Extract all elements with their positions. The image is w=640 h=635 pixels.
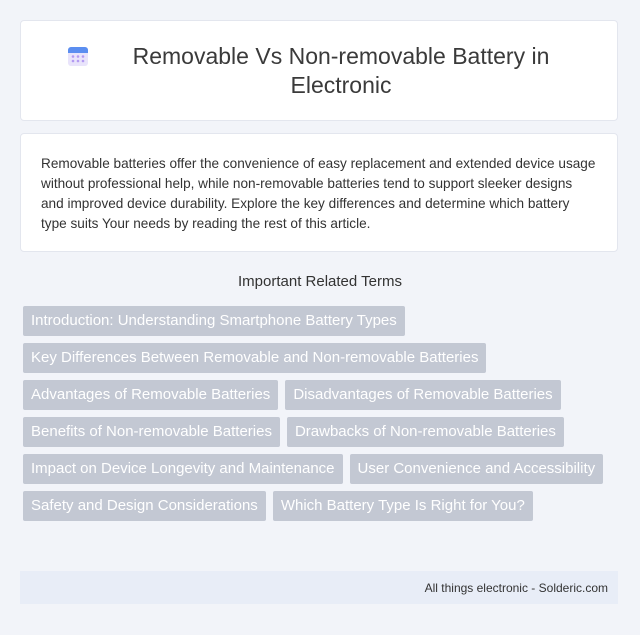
- related-term-tag[interactable]: User Convenience and Accessibility: [350, 454, 604, 484]
- title-card: [20, 20, 618, 121]
- related-term-tag[interactable]: Impact on Device Longevity and Maintenance: [23, 454, 343, 484]
- related-terms-list: [23, 306, 623, 528]
- title-row: [67, 42, 571, 100]
- calendar-icon: [67, 45, 89, 67]
- related-term-tag[interactable]: Safety and Design Considerations: [23, 491, 266, 521]
- footer-text: All things electronic - Solderic.com: [424, 580, 608, 595]
- related-term-tag[interactable]: Disadvantages of Removable Batteries: [285, 380, 560, 410]
- related-term-tag[interactable]: Which Battery Type Is Right for You?: [273, 491, 533, 521]
- related-term-tag[interactable]: Benefits of Non-removable Batteries: [23, 417, 280, 447]
- summary-text: Removable batteries offer the convenience of easy replacement and extended device usage without professional help, while non-removable batteries tend to support sleeker designs and improved device durability. Explore the key differences and determine which battery type suits Your needs by reading the rest of this article.: [41, 156, 596, 231]
- page-title: Removable Vs Non-removable Battery in Electronic: [132, 42, 550, 98]
- footer: [20, 571, 618, 604]
- related-term-tag[interactable]: Drawbacks of Non-removable Batteries: [287, 417, 564, 447]
- related-term-tag[interactable]: Advantages of Removable Batteries: [23, 380, 278, 410]
- related-terms-heading: Important Related Terms: [238, 273, 402, 290]
- summary-card: [20, 133, 618, 252]
- related-term-tag[interactable]: Key Differences Between Removable and Non-removable Batteries: [23, 343, 486, 373]
- related-term-tag[interactable]: Introduction: Understanding Smartphone Battery Types: [23, 306, 405, 336]
